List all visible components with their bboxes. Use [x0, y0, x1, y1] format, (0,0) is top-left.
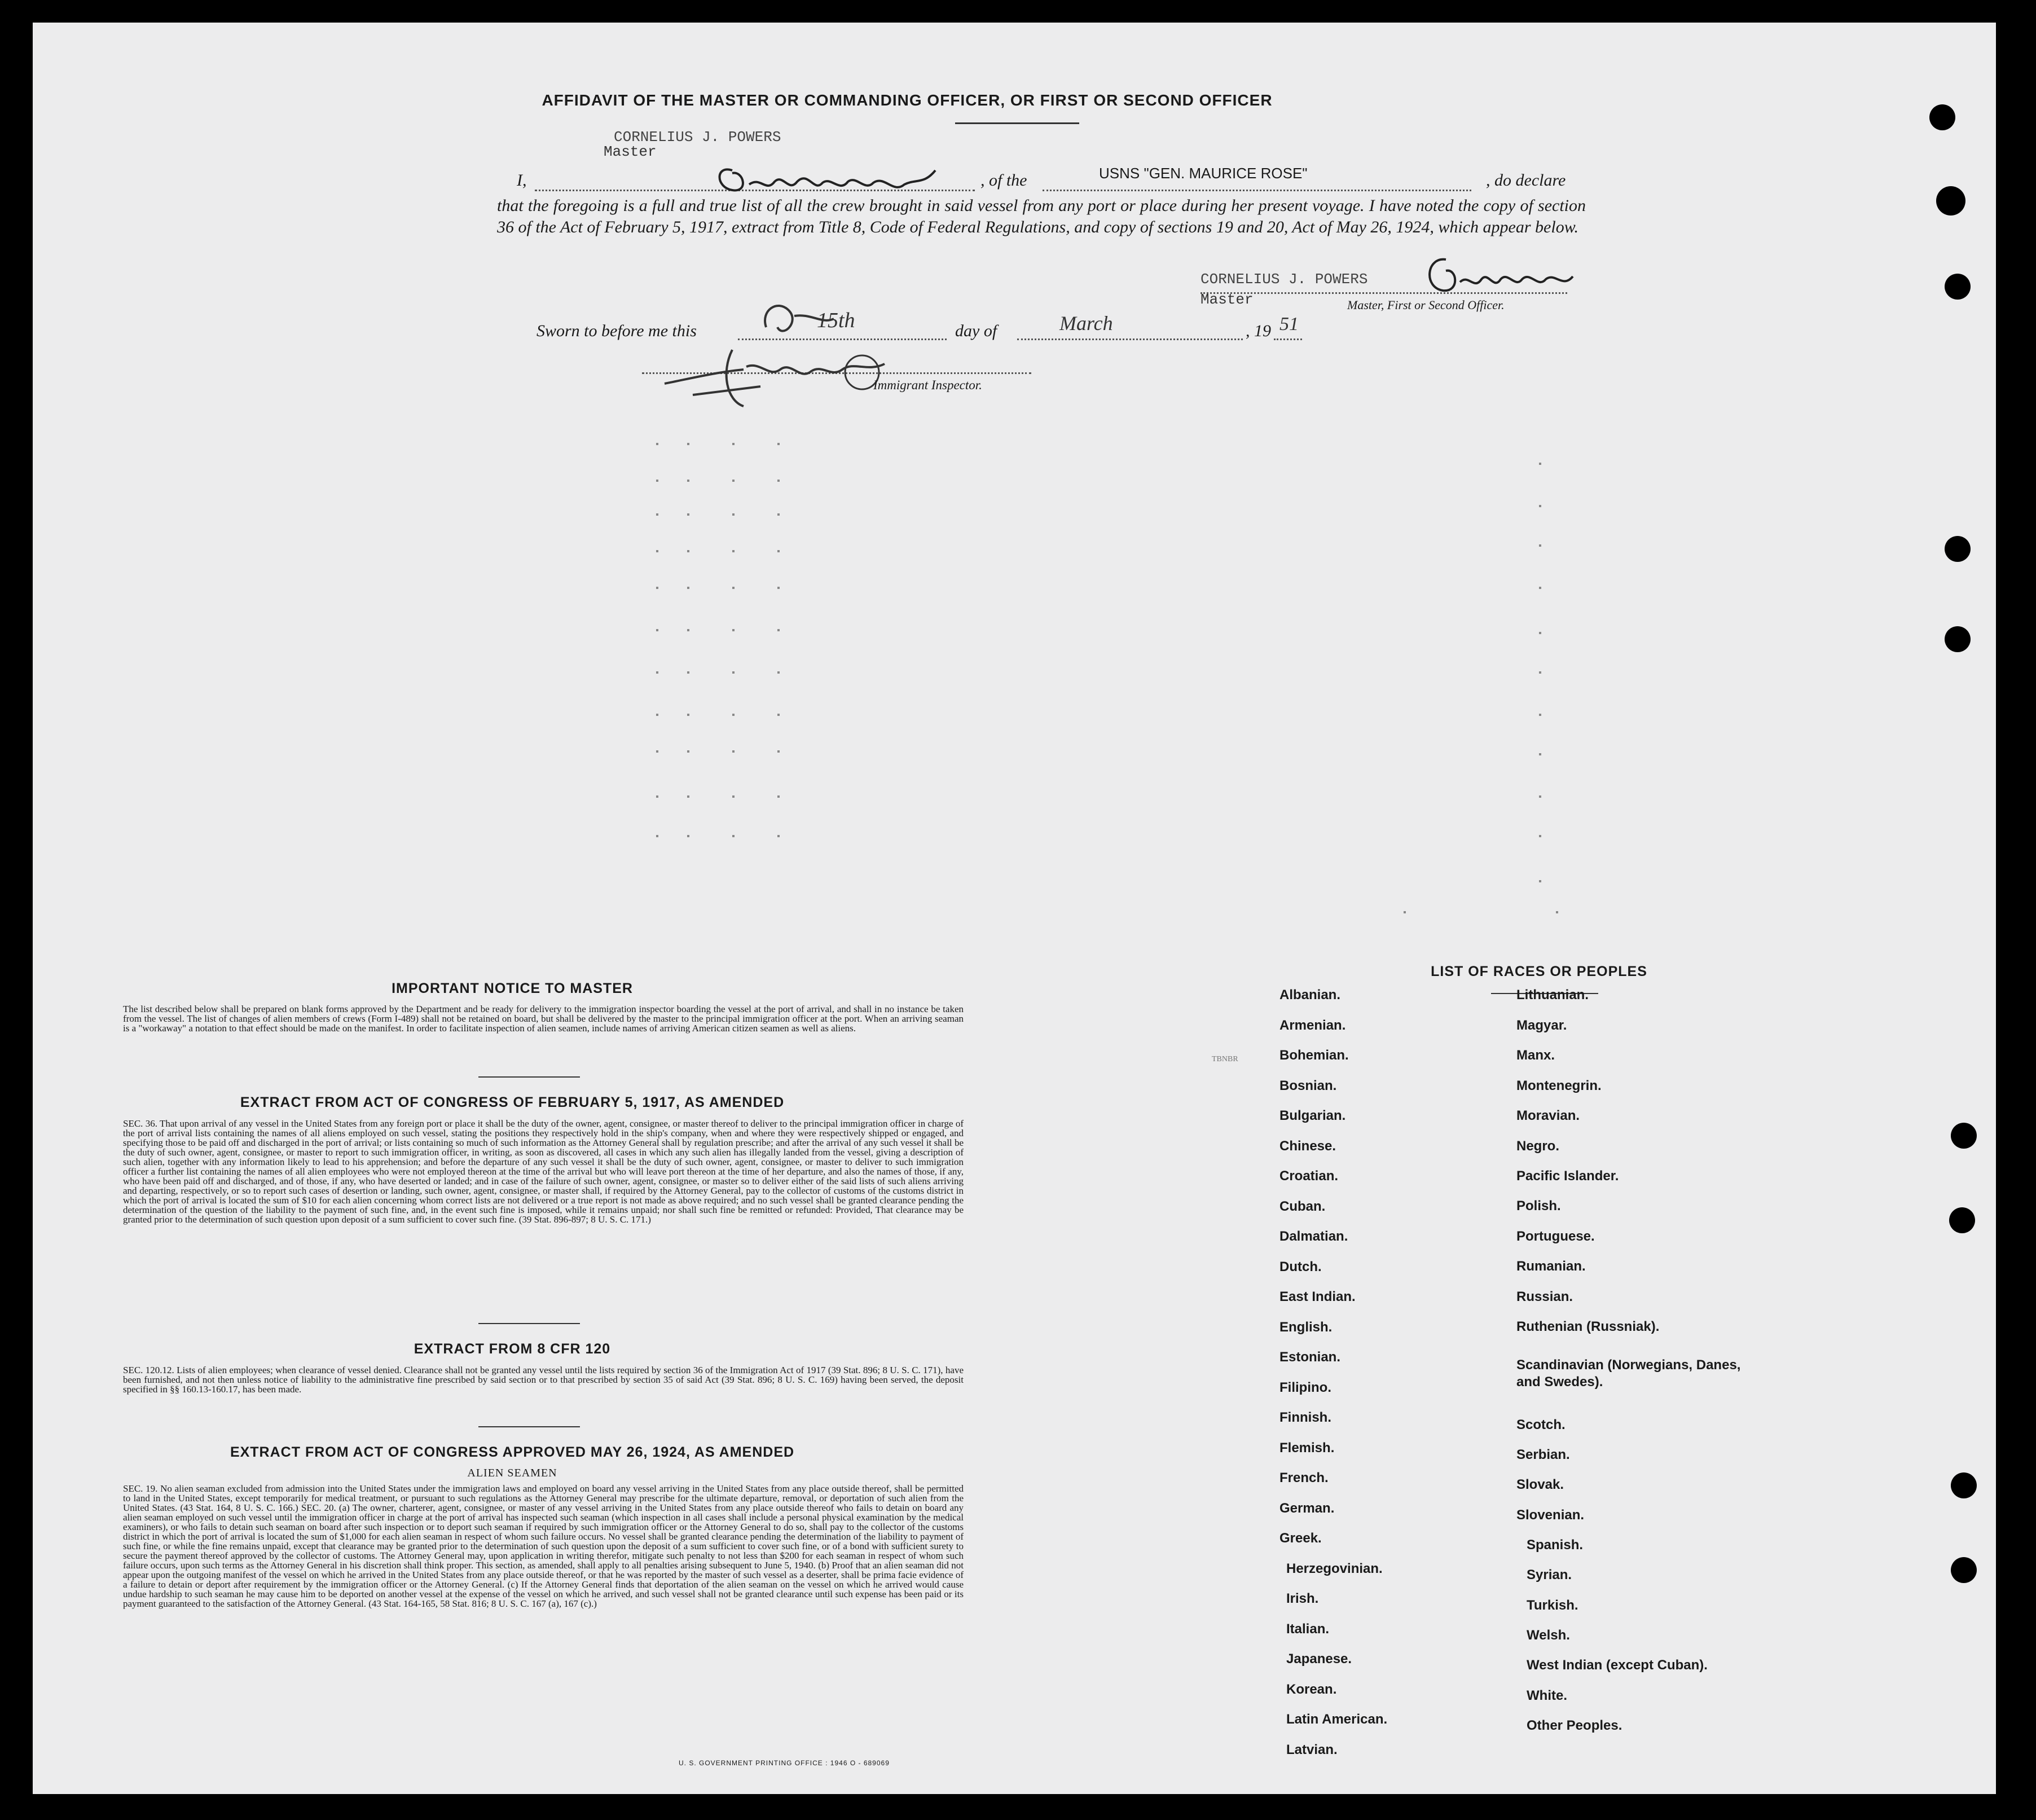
race-item: Russian.: [1516, 1289, 1573, 1304]
year-suffix: 51: [1279, 314, 1299, 335]
race-item: Spanish.: [1527, 1537, 1584, 1553]
race-item: Bulgarian.: [1279, 1108, 1346, 1123]
race-item: Cuban.: [1279, 1198, 1326, 1214]
rule-2: [478, 1323, 580, 1324]
race-item: Albanian.: [1279, 987, 1341, 1003]
vessel-name: USNS "GEN. MAURICE ROSE": [1099, 165, 1308, 182]
race-item: Dutch.: [1279, 1259, 1322, 1274]
race-item: Japanese.: [1286, 1651, 1352, 1667]
race-item: Latvian.: [1286, 1742, 1338, 1757]
race-item: Greek.: [1279, 1531, 1322, 1546]
declaration-i: I,: [517, 171, 527, 190]
race-item: Estonian.: [1279, 1349, 1341, 1365]
binder-hole: [1949, 1207, 1975, 1233]
rule-1: [478, 1076, 580, 1078]
extract-1917-text: SEC. 36. That upon arrival of any vessel in the United States from any foreign port or place it shall be the duty of the owner, agent, consignee, or master thereof to deliver to the principal immigration officer in charge of the port of arrival lists containing the names of all aliens employed on such vessel, stating the positions they respectively hold in the ship's company, when and where they were respectively shipped or engaged, and specifying those to be paid off and discharged in the port of arrival; or lists containing so much of such information as the Attorney General shall by regulation prescribe; and after the arrival of any such vessel it shall be the duty of such owner, agent, consignee, or master to report to such immigration officer, in writing, as soon as discovered, all cases in which any such alien has illegally landed from the vessel, giving a description of such alien, together with any information likely to lead to his apprehension; and before the departure of any such vessel it shall be the duty of such owner, agent, consignee, or master to deliver to such immigration officer a further list containing the names of all alien employees who were not employed thereon at the time of the arrival but who will leave port thereon at the time of her departure, and also the names of those, if any, who have been paid off and discharged, and of those, if any, who have deserted or landed; and in case of the failure of such owner, agent, consignee, or master so to deliver either of the said lists of such aliens arriving and departing, respectively, or so to report such cases of desertion or landing, such owner, agent, consignee, or master shall, if required by the Attorney General, pay to the collector of customs of the customs district in which the port of arrival is located the sum of $10 for each alien concerning whom correct lists are not delivered or a true report is not made as above required; and no such vessel shall be granted clearance pending the determination of the question of the liability to the payment of such fine, and, in the event such fine is imposed, while it remains unpaid; nor shall such fine be remitted or refunded: Provided, That clearance may be granted prior to the determination of such question upon deposit of a sum sufficient to cover such fine. (39 Stat. 896-897; 8 U. S. C. 171.): [123, 1118, 964, 1225]
extract-1924-subheading: ALIEN SEAMEN: [467, 1467, 557, 1479]
race-item: Slovak.: [1516, 1477, 1564, 1492]
document-page: [33, 23, 1996, 1794]
race-item: Bosnian.: [1279, 1078, 1337, 1093]
title-rule: [955, 122, 1079, 124]
notice-heading: IMPORTANT NOTICE TO MASTER: [392, 981, 633, 996]
race-item: Latin American.: [1286, 1712, 1388, 1727]
race-item: Croatian.: [1279, 1168, 1339, 1184]
race-item: White.: [1527, 1688, 1567, 1703]
master-officer-label: Master, First or Second Officer.: [1347, 298, 1505, 312]
race-item: Serbian.: [1516, 1447, 1570, 1462]
race-item: Moravian.: [1516, 1108, 1580, 1123]
binder-hole: [1945, 274, 1971, 300]
typed-master-name: CORNELIUS J. POWERS: [614, 129, 781, 146]
declaration-of: , of the: [980, 171, 1027, 190]
master-signature-1: [710, 153, 947, 199]
declaration-do-declare: , do declare: [1486, 171, 1566, 190]
race-item: Montenegrin.: [1516, 1078, 1602, 1093]
race-item: Italian.: [1286, 1621, 1330, 1637]
race-item: Irish.: [1286, 1591, 1319, 1606]
race-item: West Indian (except Cuban).: [1527, 1658, 1708, 1673]
affidavit-title: AFFIDAVIT OF THE MASTER OR COMMANDING OFFICER, OR FIRST OR SECOND OFFICER: [542, 91, 1273, 109]
race-item: English.: [1279, 1319, 1333, 1335]
race-item: Chinese.: [1279, 1138, 1336, 1154]
sworn-text: Sworn to before me this: [537, 322, 697, 340]
vessel-field-line: [1043, 190, 1471, 191]
race-item: Finnish.: [1279, 1410, 1331, 1425]
faint-stamp: TBNBR: [1212, 1055, 1238, 1063]
race-item: Bohemian.: [1279, 1048, 1349, 1063]
race-item: Lithuanian.: [1516, 987, 1589, 1003]
race-item: East Indian.: [1279, 1289, 1356, 1304]
extract-1917-heading: EXTRACT FROM ACT OF CONGRESS OF FEBRUARY 5, 1917, AS AMENDED: [240, 1094, 785, 1110]
races-heading: LIST OF RACES OR PEOPLES: [1431, 964, 1647, 979]
race-item: Ruthenian (Russniak).: [1516, 1319, 1660, 1334]
race-item: Flemish.: [1279, 1440, 1335, 1456]
race-item: Scotch.: [1516, 1417, 1566, 1432]
master-signature-2: [1415, 248, 1584, 299]
race-item: Portuguese.: [1516, 1229, 1595, 1244]
race-item: Other Peoples.: [1527, 1718, 1622, 1733]
extract-cfr-heading: EXTRACT FROM 8 CFR 120: [414, 1341, 611, 1357]
inspector-signature: [648, 338, 902, 417]
typed-master-title-2: Master: [1201, 291, 1254, 308]
printing-office-imprint: U. S. GOVERNMENT PRINTING OFFICE : 1946 O - 689069: [679, 1759, 890, 1767]
rule-3: [478, 1426, 580, 1427]
declaration-body: that the foregoing is a full and true list of all the crew brought in said vessel from any port or place during her present voyage. I have noted the copy of section 36 of the Act of February 5, 1917, extract from Title 8, Code of Federal Regulations, and copy of sections 19 and 20, Act of May 26, 1924, which appear below.: [497, 196, 1586, 236]
binder-hole: [1929, 104, 1955, 130]
race-item: Scandinavian (Norwegians, Danes, and Swedes).: [1516, 1357, 1741, 1390]
binder-hole: [1945, 626, 1971, 652]
typed-master-name-2: CORNELIUS J. POWERS: [1201, 271, 1368, 288]
binder-hole: [1936, 186, 1965, 216]
extract-1924-text: SEC. 19. No alien seaman excluded from admission into the United States under the immigration laws and employed on board any vessel arriving in the United States from any place outside thereof, shall be permitted to land in the United States, except temporarily for medical treatment, or pursuant to such regulations as the Attorney General may prescribe for the ultimate departure, removal, or deportation of such alien from the United States. (43 Stat. 164, 8 U. S. C. 166.) SEC. 20. (a) The owner, charterer, agent, consignee, or master of any vessel arriving in the United States from any place outside thereof who fails to detain on board any alien seaman employed on such vessel until the immigration officer in charge at the port of arrival has inspected such seaman (which inspection in all cases shall include a personal physical examination by the medical examiners), or who fails to detain such seaman on board after such inspection or to deport such seaman if required by such immigration officer or the Attorney General to do so, shall pay to the collector of the customs district in which the port of arrival is located the sum of $1,000 for each alien seaman in respect of whom such failure occurs. No vessel shall be granted clearance pending the determination of the liability to payment of such fine, or while the fine remains unpaid, except that clearance may be granted prior to the determination of such question upon the deposit of a sum sufficient to cover such fine, or of a bond with sufficient surety to secure the payment thereof approved by the collector of customs. The Attorney General may, upon application in writing therefor, mitigate such penalty to not less than $200 for each seaman in respect of whom such failure occurs, upon such terms as the Attorney General in his discretion shall think proper. This section, as amended, shall apply to all penalties arising subsequent to June 5, 1940. (b) Proof that an alien seaman did not appear upon the outgoing manifest of the vessel on which he arrived in the United States from any place outside thereof, or that he was reported by the master of such vessel as a deserter, shall be prima facie evidence of a failure to detain or deport after requirement by the immigration officer or the Attorney General. (c) If the Attorney General finds that deportation of the alien seaman on the vessel on which he arrived would cause undue hardship to such seaman he may cause him to be deported on another vessel at the expense of the vessel on which he arrived, and such vessel shall not be granted clearance until such expense has been paid or its payment guaranteed to the satisfaction of the Attorney General. (43 Stat. 164-165, 58 Stat. 816; 8 U. S. C. 167 (a), 167 (c).): [123, 1483, 964, 1609]
extract-1924-heading: EXTRACT FROM ACT OF CONGRESS APPROVED MAY 26, 1924, AS AMENDED: [230, 1444, 795, 1460]
race-item: Manx.: [1516, 1048, 1555, 1063]
binder-hole: [1951, 1557, 1977, 1583]
race-item: Armenian.: [1279, 1017, 1346, 1033]
month-field-line: [1017, 338, 1243, 340]
inspector-label: Immigrant Inspector.: [873, 378, 982, 392]
race-item: Slovenian.: [1516, 1507, 1585, 1523]
race-item: Herzegovinian.: [1286, 1560, 1383, 1576]
race-item: Magyar.: [1516, 1018, 1567, 1033]
race-item: Korean.: [1286, 1681, 1337, 1697]
race-item: Dalmatian.: [1279, 1229, 1348, 1244]
binder-hole: [1951, 1472, 1977, 1498]
race-item: German.: [1279, 1500, 1335, 1516]
race-item: Pacific Islander.: [1516, 1168, 1619, 1184]
race-item: Turkish.: [1527, 1598, 1578, 1613]
notice-text: The list described below shall be prepared on blank forms approved by the Department and be ready for delivery to the immigration inspector boarding the vessel at the port of arrival, and shall in no instance be taken from the vessel. The list of changes of alien members of crews (Form I-489) shall not be retained on board, but shall be delivered by the master to the principal immigration officer at the port. When an arriving seaman is a "workaway" a notation to that effect should be made on the manifest. In order to facilitate inspection of alien seamen, include names of arriving American citizen seamen as well as aliens.: [123, 1004, 964, 1034]
race-item: French.: [1279, 1470, 1329, 1485]
binder-hole: [1951, 1123, 1977, 1149]
race-item: Rumanian.: [1516, 1259, 1586, 1274]
extract-cfr-text: SEC. 120.12. Lists of alien employees; when clearance of vessel denied. Clearance shall not be granted any vessel until the lists required by section 36 of the Immigration Act of 1917 (39 Stat. 896; 8 U. S. C. 171), have been furnished, and not then unless notice of liability to the administrative fine prescribed by said section or to that prescribed by section 35 of said Act (39 Stat. 896; 8 U. S. C. 169) having been served, the deposit specified in §§ 160.13-160.17, has been made.: [123, 1365, 964, 1395]
day-value: 15th: [817, 309, 855, 332]
typed-master-title: Master: [604, 143, 657, 160]
race-item: Negro.: [1516, 1138, 1560, 1154]
binder-hole: [1945, 536, 1971, 562]
year-field-line: [1274, 338, 1302, 340]
day-of-text: day of: [955, 322, 997, 340]
race-item: Welsh.: [1527, 1628, 1570, 1643]
year-prefix: , 19: [1246, 322, 1271, 340]
race-item: Filipino.: [1279, 1379, 1331, 1395]
race-item: Polish.: [1516, 1198, 1561, 1214]
race-item: Syrian.: [1527, 1567, 1572, 1582]
month-value: March: [1059, 312, 1113, 335]
